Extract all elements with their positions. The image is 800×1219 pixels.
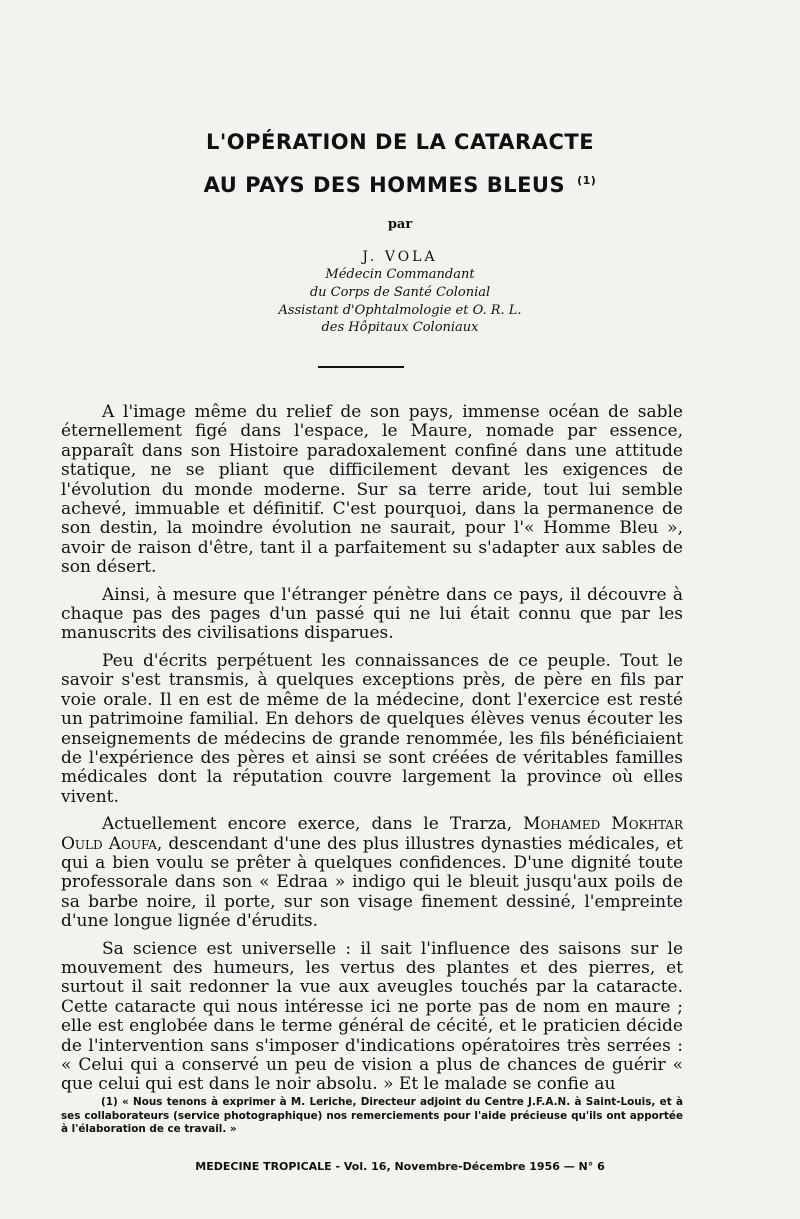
author-affiliation: Médecin Commandant (325, 267, 475, 282)
body-paragraph: Sa science est universelle : il sait l'influence des saisons sur le mouvement des humeurs, les vertus des plantes et des pierres, et surtout il sait redonner la vue aux aveugles touchés par la cataracte. Cette cataracte qui nous intéresse ici ne porte pas de nom en maure ; elle est englobée dans le terme général de cécité, et le praticien décide de l'intervention sans s'imposer d'indications opératoires très serrées : « Celui qui a conservé un peu de vision a plus de chances de guérir « que celui qui est dans le noir absolu. » Et le malade se confie au (61, 938, 683, 1095)
author-affiliation: Assistant d'Ophtalmologie et O. R. L. (278, 303, 522, 318)
paragraph-text: Actuellement encore exerce, dans le Trarza, (102, 814, 524, 835)
paragraph-text: , descendant d'une des plus illustres dynasties médicales, et qui a bien voulu se prêter à quelques confidences. D'une dignité toute professorale dans son « Edraa » indigo qui le bleuit jusqu'aux poils de sa barbe noire, il porte, sur son visage finement dessiné, l'empreinte d'une longue lignée d'érudits. (61, 833, 683, 932)
by-line: par (387, 217, 413, 232)
author-affiliation: des Hôpitaux Coloniaux (321, 320, 479, 335)
footnote (61, 1096, 683, 1137)
author-affiliation: du Corps de Santé Colonial (309, 285, 491, 300)
footnote-text: (1) « Nous tenons à exprimer à M. Leriche, Directeur adjoint du Centre J.F.A.N. à Saint-Louis, et à ses collaborateurs (service photographique) nos remerciements pour l'aide précieuse qu'ils ont apportée à l'élaboration de ce travail. » (61, 1096, 683, 1135)
author-name: J. VOLA (362, 249, 438, 265)
journal-footer: MEDECINE TROPICALE - Vol. 16, Novembre-Décembre 1956 — N° 6 (195, 1160, 605, 1173)
body-paragraph (61, 815, 683, 931)
footnote-reference: (1) (577, 174, 597, 187)
title-divider (318, 366, 404, 368)
healer-name: Mohamed Mokhtar Ould Aoufa (61, 814, 684, 854)
article-title-line-2 (0, 173, 800, 197)
body-paragraph: A l'image même du relief de son pays, immense océan de sable éternellement figé dans l'espace, le Maure, nomade par essence, apparaît dans son Histoire paradoxalement confiné dans une attitude statique, ne se pliant que difficilement devant les exigences de l'évolution du monde moderne. Sur sa terre aride, tout lui semble achevé, immuable et définitif. C'est pourquoi, dans la permanence de son destin, la moindre évolution ne saurait, pour l'« Homme Bleu », avoir de raison d'être, tant il a parfaitement su s'adapter aux sables de son désert. (61, 402, 683, 578)
body-paragraph: Peu d'écrits perpétuent les connaissances de ce peuple. Tout le savoir s'est transmis, à quelques exceptions près, de père en fils par voie orale. Il en est de même de la médecine, dont l'exercice est resté un patrimoine familial. En dehors de quelques élèves venus écouter les enseignements de médecins de grande renommée, les fils bénéficiaient de l'expérience des pères et ainsi se sont créées de véritables familles médicales dont la réputation couvre largement la province où elles vivent. (61, 650, 683, 807)
article-body (61, 403, 683, 1103)
body-paragraph: Ainsi, à mesure que l'étranger pénètre dans ce pays, il découvre à chaque pas des pages d'un passé qui ne lui était connu que par les manuscrits des civilisations disparues. (61, 584, 683, 644)
article-title-line-1: L'OPÉRATION DE LA CATARACTE (205, 130, 595, 154)
article-title-text: AU PAYS DES HOMMES BLEUS (203, 173, 566, 197)
